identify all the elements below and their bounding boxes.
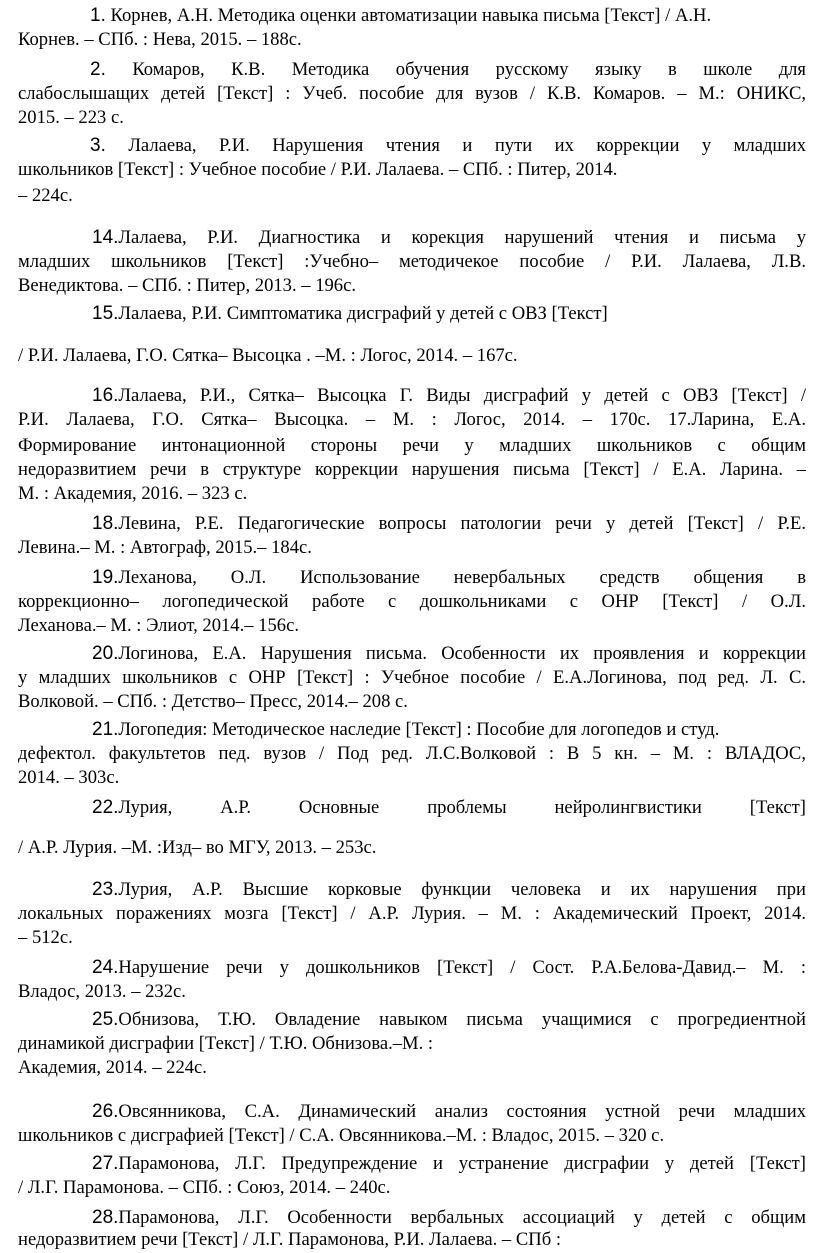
item-number: 14. — [92, 227, 119, 248]
item-number: 3. — [90, 135, 106, 156]
item-number: 26. — [92, 1101, 119, 1122]
item-number: 15. — [92, 303, 119, 324]
item-number: 1. — [90, 5, 106, 26]
item-number: 25. — [92, 1009, 119, 1030]
item-number: 27. — [92, 1153, 119, 1174]
item-number: 20. — [92, 643, 119, 664]
item-number: 18. — [92, 513, 119, 534]
item-number: 2. — [90, 59, 106, 80]
bibliography-page: 1. Корнев, А.Н. Методика оценки автоматизации навыка письма [Текст] / А.Н. Корнев. – СПб. : Нева, 2015. – 188с. 2. Комаров, К.В. Методика обучения русскому языку в школе для слабослышащих детей [Текст] : Учеб. пособие для вузов / К.В. Комаров. – М.: ОНИКС, 2015. – 223 с. 3. Лалаева, Р.И. Нарушения чтения и пути их коррекции у младших школьников [Текст] : Учебное пособие / Р.И. Лалаева. – СПб. : Питер, 2014. – 224с. 14.Лалаева, Р.И. Диагностика и корекция нарушений чтения и письма у младших школьников [Текст] :Учебно– методичекое пособие / Р.И. Лалаева, Л.В. Венедиктова. – СПб. : Питер, 2013. – 196с. 15.Лалаева, Р.И. Симптоматика дисграфий у детей с ОВЗ [Текст] / Р.И. Лалаева, Г.О. Сятка– Высоцка . –М. : Логос, 2014. – 167с. 16.Лалаева, Р.И., Сятка– Высоцка Г. Виды дисграфий у детей с ОВЗ [Текст] / Р.И. Лалаева, Г.О. Сятка– Высоцка. – М. : Логос, 2014. – 170с. 17.Ларина, Е.А. Формирование интонационной стороны речи у младших школьников с общим недоразвитием речи в структуре коррекции нарушения письма [Текст] / Е.А. Ларина. – М. : Академия, 2016. – 323 с. 18.Левина, Р.Е. Педагогические вопросы патологии речи у детей [Текст] / Р.Е. Левина.– М. : Автограф, 2015.– 184с. 19.Леханова, О.Л. Использование невербальных средств общения в коррекционно– логопедической работе с дошкольниками с ОНР [Текст] / О.Л. Леханова.– М. : Элиот, 2014.– 156с. 20.Логинова, Е.А. Нарушения письма. Особенности их проявления и коррекции у младших школьников с ОНР [Текст] : Учебное пособие / Е.А.Логинова, под ред. Л. С. Волковой. – СПб. : Детство– Пресс, 2014.– 208 с. 21.Логопедия: Методическое наследие [Текст] : Пособие для логопедов и студ. дефектол. факультетов пед. вузов / Под ред. Л.С.Волковой : В 5 кн. – М. : ВЛАДОС, 2014. – 303с. 22.Лурия, А.Р. Основные проблемы нейролингвистики [Текст] / А.Р. Лурия. –М. :Изд– во МГУ, 2013. – 253с. 23.Лурия, А.Р. Высшие корковые функции человека и их нарушения при локальных поражениях мозга [Текст] / А.Р. Лурия. – М. : Академический Проект, 2014. – 512с. 24.Нарушение речи у дошкольников [Текст] / Сост. Р.А.Белова-Давид.– М. : Владос, 2013. – 232с. 25.Обнизова, Т.Ю. Овладение навыком письма учащимися с прогредиентной динамикой дисграфии [Текст] / Т.Ю. Обнизова.–М. : Академия, 2014. – 224с. 26.Овсянникова, С.А. Динамический анализ состояния устной речи младших школьников с дисграфией [Текст] / С.А. Овсянникова.–М. : Владос, 2015. – 320 с. 27.Парамонова, Л.Г. Предупреждение и устранение дисграфии у детей [Текст] / Л.Г. Парамонова. – СПб. : Союз, 2014. – 240с. 28.Парамонова, Л.Г. Особенности вербальных ассоциаций у детей с общим недоразвитием речи [Текст] / Л.Г. Парамонова, Р.И. Лалаева. – СПб : — [18, 5, 806, 1250]
item-number: 24. — [92, 957, 119, 978]
item-number: 28. — [92, 1207, 119, 1228]
item-number: 19. — [92, 567, 119, 588]
item-number: 23. — [92, 879, 119, 900]
item-number: 16. — [92, 385, 119, 406]
item-number: 22. — [92, 797, 119, 818]
item-number: 21. — [92, 719, 119, 740]
